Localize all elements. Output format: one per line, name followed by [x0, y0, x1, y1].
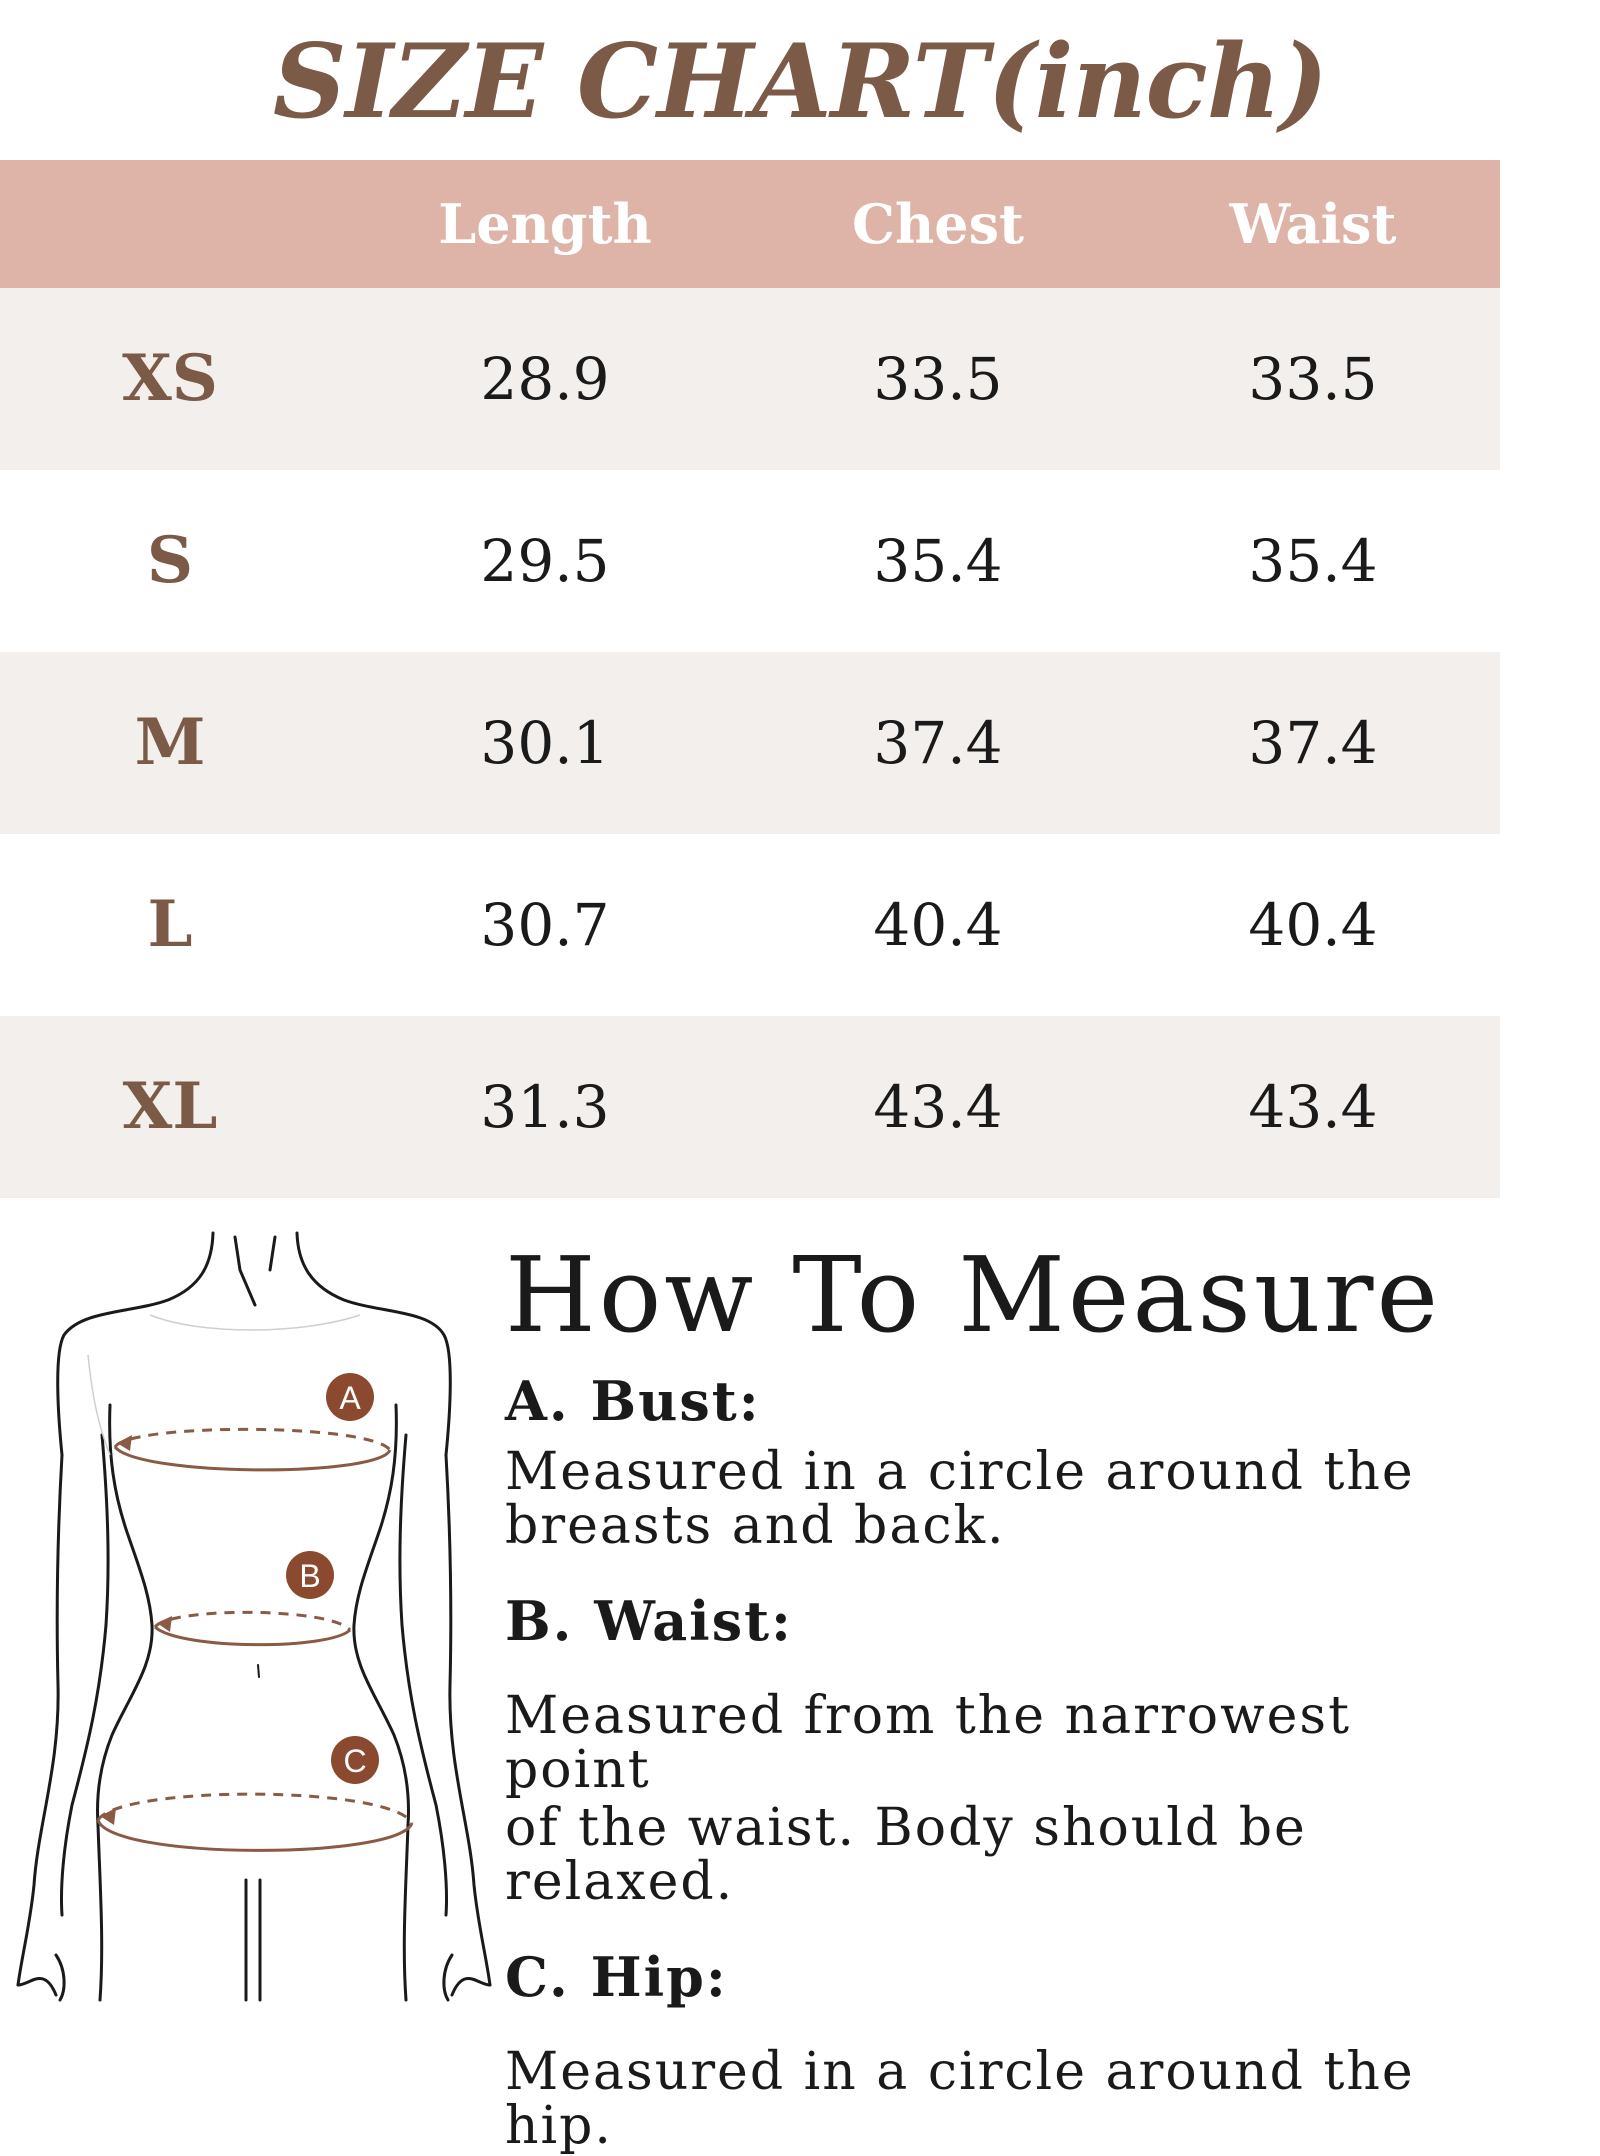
table-row: [0, 652, 1500, 834]
waist-value: 40.4: [1248, 891, 1378, 959]
marker-a-icon: [326, 1373, 374, 1421]
bust-label: A. Bust:: [505, 1369, 761, 1433]
waist-description-line: of the waist. Body should be relaxed.: [505, 1798, 1307, 1912]
marker-b-icon: [286, 1551, 334, 1599]
how-to-measure-title: How To Measure: [505, 1234, 1442, 1356]
chest-value: 37.4: [873, 709, 1003, 777]
bust-description-line: breasts and back.: [505, 1496, 1006, 1556]
size-label: XL: [122, 1069, 218, 1144]
length-value: 29.5: [480, 527, 610, 595]
chest-value: 33.5: [873, 345, 1003, 413]
length-value: 28.9: [480, 345, 610, 413]
chest-value: 40.4: [873, 891, 1003, 959]
header-length: Length: [438, 192, 652, 256]
how-to-measure-section: [505, 1234, 1495, 2156]
body-outline-illustration: [0, 1225, 500, 2000]
marker-c-icon: [331, 1736, 379, 1784]
waist-value: 35.4: [1248, 527, 1378, 595]
header-chest: Chest: [852, 192, 1024, 256]
svg-text:B: B: [299, 1558, 321, 1594]
table-header: [0, 160, 1500, 288]
size-label: L: [147, 887, 193, 962]
body-figure: [0, 1225, 500, 2000]
size-label: S: [146, 523, 194, 598]
waist-value: 33.5: [1248, 345, 1378, 413]
svg-text:A: A: [339, 1380, 361, 1416]
hip-description-line: Measured in a circle around the hip.: [505, 2042, 1415, 2156]
hip-label: C. Hip:: [505, 1945, 728, 2009]
table-row: [0, 470, 1500, 652]
bust-description-line: Measured in a circle around the: [505, 1442, 1415, 1502]
waist-label: B. Waist:: [505, 1589, 793, 1653]
size-table: [0, 160, 1500, 1200]
waist-value: 43.4: [1248, 1073, 1378, 1141]
chest-value: 35.4: [873, 527, 1003, 595]
length-value: 30.7: [480, 891, 610, 959]
header-waist: Waist: [1229, 192, 1397, 256]
table-row: [0, 288, 1500, 470]
size-label: M: [134, 705, 206, 780]
page-title: SIZE CHART(inch): [272, 22, 1328, 142]
length-value: 30.1: [480, 709, 610, 777]
table-row: [0, 834, 1500, 1016]
chest-value: 43.4: [873, 1073, 1003, 1141]
table-row: [0, 1016, 1500, 1198]
length-value: 31.3: [480, 1073, 610, 1141]
size-label: XS: [122, 341, 218, 416]
waist-value: 37.4: [1248, 709, 1378, 777]
svg-text:C: C: [343, 1743, 367, 1779]
waist-description-line: Measured from the narrowest point: [505, 1686, 1351, 1800]
